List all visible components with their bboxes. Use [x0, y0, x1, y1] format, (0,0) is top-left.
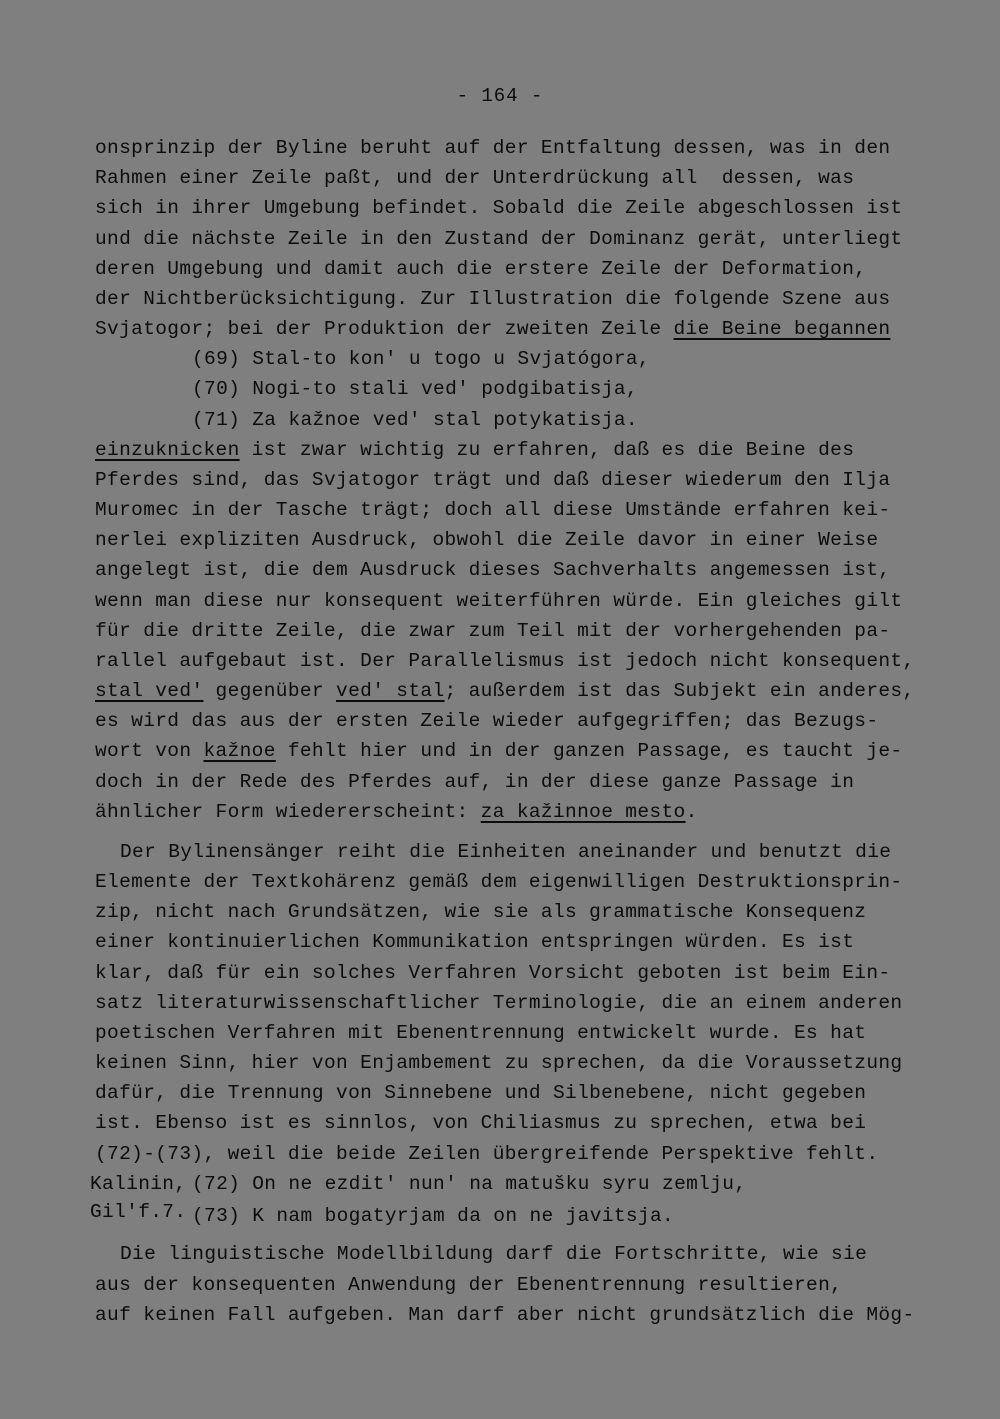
text-line: poetischen Verfahren mit Ebenentrennung entwickelt wurde. Es hat: [95, 1022, 867, 1044]
text-segment: gegenüber: [203, 680, 337, 702]
text-line: für die dritte Zeile, die zwar zum Teil mit der vorhergehenden pa-: [95, 620, 891, 642]
text-line: es wird das aus der ersten Zeile wieder aufgegriffen; das Bezugs-: [95, 710, 879, 732]
underlined-phrase: stal ved': [95, 680, 204, 702]
source-reference: Kalinin,: [90, 1173, 187, 1195]
text-line: [95, 679, 915, 703]
source-reference: Gil'f.7.: [90, 1201, 187, 1223]
paragraph-first-line: Der Bylinensänger reiht die Einheiten aneinander und benutzt die: [120, 841, 892, 863]
text-line: Elemente der Textkohärenz gemäß dem eigenwilligen Destruktionsprin-: [95, 871, 903, 893]
page-number: - 164 -: [456, 85, 544, 107]
text-segment: fehlt hier und in der ganzen Passage, es taucht je-: [275, 740, 903, 762]
underlined-phrase: die Beine begannen: [673, 318, 891, 340]
underlined-word: kažnoe: [203, 740, 276, 762]
text-segment: ist zwar wichtig zu erfahren, daß es die Beine des: [239, 439, 855, 461]
verse-line-70: (70) Nogi-to stali ved' podgibatisja,: [192, 378, 638, 400]
text-line: sich in ihrer Umgebung befindet. Sobald die Zeile abgeschlossen ist: [95, 197, 903, 219]
text-segment: Svjatogor; bei der Produktion der zweiten Zeile: [95, 318, 674, 340]
text-line: wenn man diese nur konsequent weiterführen würde. Ein gleiches gilt: [95, 590, 903, 612]
text-segment: ähnlicher Form wiedererscheint:: [95, 801, 481, 823]
text-line: satz literaturwissenschaftlicher Terminologie, die an einem anderen: [95, 992, 903, 1014]
text-segment: ; außerdem ist das Subjekt ein anderes,: [444, 680, 915, 702]
text-line: Pferdes sind, das Svjatogor trägt und daß dieser wiederum den Ilja: [95, 469, 891, 491]
text-line: und die nächste Zeile in den Zustand der Dominanz gerät, unterliegt: [95, 228, 903, 250]
text-line: angelegt ist, die dem Ausdruck dieses Sachverhalts angemessen ist,: [95, 559, 891, 581]
verse-line-72: (72) On ne ezdit' nun' na matušku syru zemlju,: [192, 1173, 747, 1195]
text-line: (72)-(73), weil die beide Zeilen übergreifende Perspektive fehlt.: [95, 1143, 879, 1165]
text-line: [95, 438, 854, 462]
verse-line-69: (69) Stal-to kon' u togo u Svjatógora,: [192, 348, 650, 370]
text-line: [95, 739, 902, 763]
text-line: zip, nicht nach Grundsätzen, wie sie als grammatische Konsequenz: [95, 901, 867, 923]
text-line: einer kontinuierlichen Kommunikation entspringen würden. Es ist: [95, 931, 855, 953]
text-line: dafür, die Trennung von Sinnebene und Silbenebene, nicht gegeben: [95, 1082, 867, 1104]
text-line: [95, 800, 698, 824]
paragraph-first-line: Die linguistische Modellbildung darf die Fortschritte, wie sie: [120, 1243, 868, 1265]
text-segment: wort von: [95, 740, 204, 762]
text-line: [95, 317, 890, 341]
text-segment: .: [685, 801, 698, 823]
underlined-phrase: za kažinnoe mesto: [480, 801, 686, 823]
text-line: nerlei expliziten Ausdruck, obwohl die Zeile davor in einer Weise: [95, 529, 879, 551]
text-line: ist. Ebenso ist es sinnlos, von Chiliasmus zu sprechen, etwa bei: [95, 1112, 867, 1134]
text-line: Muromec in der Tasche trägt; doch all diese Umstände erfahren kei-: [95, 499, 891, 521]
text-line: deren Umgebung und damit auch die erstere Zeile der Deformation,: [95, 258, 867, 280]
text-line: aus der konsequenten Anwendung der Ebenentrennung resultieren,: [95, 1274, 843, 1296]
text-line: keinen Sinn, hier von Enjambement zu sprechen, da die Voraussetzung: [95, 1052, 903, 1074]
verse-line-71: (71) Za kažnoe ved' stal potykatisja.: [192, 409, 638, 431]
text-line: klar, daß für ein solches Verfahren Vorsicht geboten ist beim Ein-: [95, 962, 891, 984]
verse-line-73: (73) K nam bogatyrjam da on ne javitsja.: [192, 1205, 675, 1227]
underlined-word: einzuknicken: [95, 439, 240, 461]
text-line: doch in der Rede des Pferdes auf, in der diese ganze Passage in: [95, 771, 855, 793]
text-line: auf keinen Fall aufgeben. Man darf aber nicht grundsätzlich die Mög-: [95, 1304, 915, 1326]
text-line: Rahmen einer Zeile paßt, und der Unterdrückung all dessen, was: [95, 167, 855, 189]
underlined-phrase: ved' stal: [336, 680, 445, 702]
text-line: der Nichtberücksichtigung. Zur Illustration die folgende Szene aus: [95, 288, 891, 310]
text-line: rallel aufgebaut ist. Der Parallelismus ist jedoch nicht konsequent,: [95, 650, 915, 672]
text-line: onsprinzip der Byline beruht auf der Entfaltung dessen, was in den: [95, 137, 891, 159]
